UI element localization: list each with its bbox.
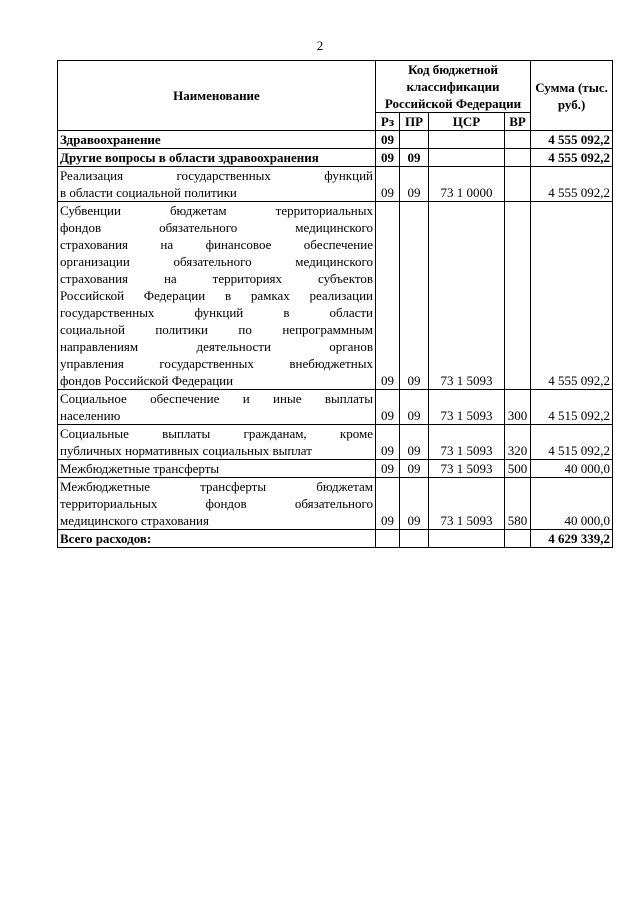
row-name-line: Реализация государственных функций — [60, 168, 373, 183]
row-vr: 500 — [505, 460, 531, 478]
budget-table — [57, 60, 613, 548]
total-empty-cell — [429, 530, 505, 548]
row-vr — [505, 167, 531, 202]
row-vr: 320 — [505, 425, 531, 460]
row-sum: 40 000,0 — [531, 478, 613, 530]
header-pr: ПР — [400, 113, 429, 131]
row-name-line: государственных функций в области — [60, 305, 373, 320]
table-row — [58, 460, 613, 478]
row-rz: 09 — [376, 460, 400, 478]
header-vr: ВР — [505, 113, 531, 131]
total-empty-cell — [505, 530, 531, 548]
row-pr: 09 — [400, 390, 429, 425]
row-name-line: Межбюджетные трансферты — [60, 461, 220, 476]
row-sum: 4 555 092,2 — [531, 167, 613, 202]
row-vr: 300 — [505, 390, 531, 425]
total-label: Всего расходов: — [58, 530, 376, 548]
row-name-line: направлениям деятельности органов — [60, 339, 373, 354]
row-name-line: в области социальной политики — [60, 185, 237, 200]
total-row — [58, 530, 613, 548]
row-name-line: управления государственных внебюджетных — [60, 356, 373, 371]
row-name-line: территориальных фондов обязательного — [60, 496, 373, 511]
row-pr: 09 — [400, 149, 429, 167]
row-name-line: Российской Федерации в рамках реализации — [60, 288, 373, 303]
total-empty-cell — [376, 530, 400, 548]
row-name-line: социальной политики по непрограммным — [60, 322, 373, 337]
table-row — [58, 149, 613, 167]
row-sum: 4 515 092,2 — [531, 390, 613, 425]
row-rz: 09 — [376, 478, 400, 530]
total-sum: 4 629 339,2 — [531, 530, 613, 548]
table-row — [58, 390, 613, 425]
table-row — [58, 202, 613, 390]
row-vr — [505, 149, 531, 167]
row-name-line: организации обязательного медицинского — [60, 254, 373, 269]
row-name-line: населению — [60, 408, 121, 423]
row-name-line: страхования на финансовое обеспечение — [60, 237, 373, 252]
row-name — [58, 478, 376, 530]
row-name — [58, 460, 376, 478]
row-rz: 09 — [376, 131, 400, 149]
row-csr: 73 1 5093 — [429, 460, 505, 478]
row-csr — [429, 149, 505, 167]
row-pr: 09 — [400, 202, 429, 390]
row-name — [58, 167, 376, 202]
row-name — [58, 202, 376, 390]
row-csr: 73 1 5093 — [429, 390, 505, 425]
row-name-line: фондов обязательного медицинского — [60, 220, 373, 235]
row-pr — [400, 131, 429, 149]
row-pr: 09 — [400, 425, 429, 460]
row-rz: 09 — [376, 390, 400, 425]
header-rz: Рз — [376, 113, 400, 131]
row-vr — [505, 131, 531, 149]
row-name-line: медицинского страхования — [60, 513, 209, 528]
header-name: Наименование — [58, 61, 376, 131]
row-rz: 09 — [376, 425, 400, 460]
row-csr: 73 1 5093 — [429, 478, 505, 530]
table-row — [58, 131, 613, 149]
row-name — [58, 390, 376, 425]
row-vr — [505, 202, 531, 390]
row-name — [58, 131, 376, 149]
row-name-line: Межбюджетные трансферты бюджетам — [60, 479, 373, 494]
header-csr: ЦСР — [429, 113, 505, 131]
row-csr: 73 1 0000 — [429, 167, 505, 202]
page-number: 2 — [316, 38, 324, 53]
total-empty-cell — [400, 530, 429, 548]
row-csr — [429, 131, 505, 149]
row-name-line: публичных нормативных социальных выплат — [60, 443, 312, 458]
row-rz: 09 — [376, 167, 400, 202]
row-vr: 580 — [505, 478, 531, 530]
header-code-group: Код бюджетной классификации Российской Федерации — [376, 61, 531, 113]
row-pr: 09 — [400, 478, 429, 530]
row-csr: 73 1 5093 — [429, 202, 505, 390]
row-name-line: фондов Российской Федерации — [60, 373, 234, 388]
header-row — [58, 61, 613, 113]
row-sum: 4 555 092,2 — [531, 131, 613, 149]
row-name-line: страхования на территориях субъектов — [60, 271, 373, 286]
table-row — [58, 478, 613, 530]
row-name-line: Социальные выплаты гражданам, кроме — [60, 426, 373, 441]
row-sum: 4 515 092,2 — [531, 425, 613, 460]
row-pr: 09 — [400, 460, 429, 478]
row-name-line: Здравоохранение — [60, 132, 161, 147]
row-pr: 09 — [400, 167, 429, 202]
row-csr: 73 1 5093 — [429, 425, 505, 460]
table-row — [58, 425, 613, 460]
row-sum: 40 000,0 — [531, 460, 613, 478]
table-row — [58, 167, 613, 202]
row-name — [58, 425, 376, 460]
row-name-line: Социальное обеспечение и иные выплаты — [60, 391, 373, 406]
row-rz: 09 — [376, 149, 400, 167]
row-name-line: Субвенции бюджетам территориальных — [60, 203, 373, 218]
row-name — [58, 149, 376, 167]
row-name-line: Другие вопросы в области здравоохранения — [60, 150, 319, 165]
row-rz: 09 — [376, 202, 400, 390]
row-sum: 4 555 092,2 — [531, 149, 613, 167]
row-sum: 4 555 092,2 — [531, 202, 613, 390]
header-sum: Сумма (тыс. руб.) — [531, 61, 613, 131]
